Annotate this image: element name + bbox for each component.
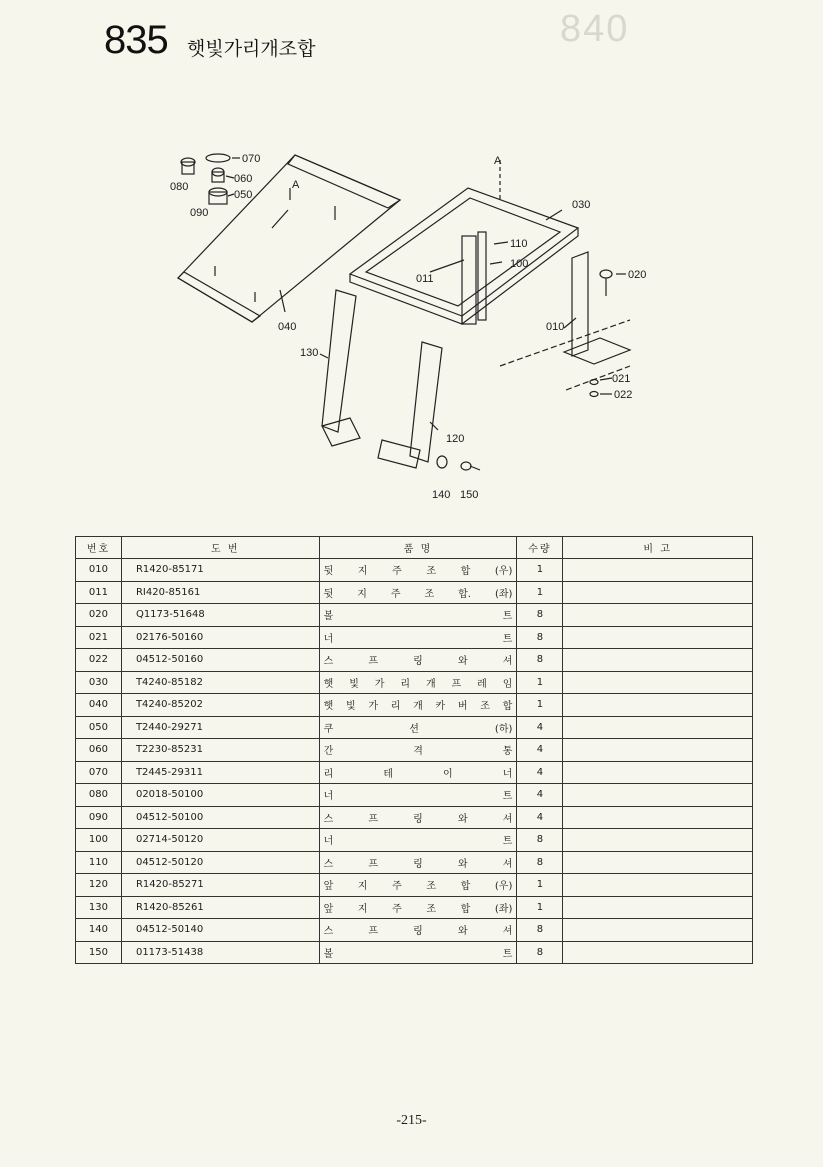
remarks-cell — [563, 829, 753, 852]
part-name-char: 와 — [457, 813, 468, 825]
part-name-char: (좌) — [494, 588, 513, 600]
part-name-cell — [319, 739, 517, 762]
part-name-cell — [319, 761, 517, 784]
part-name-char: 통 — [502, 746, 513, 758]
quantity-cell: 8 — [517, 851, 563, 874]
callout-a-cover: A — [292, 179, 300, 191]
part-name-char: 프 — [368, 926, 379, 938]
part-name-char: 가 — [374, 678, 385, 690]
part-name-char: 와 — [457, 858, 468, 870]
part-name-char: 뒷 — [323, 588, 334, 600]
part-name-char: 프 — [368, 858, 379, 870]
part-code-cell: 04512-50160 — [121, 649, 319, 672]
part-name-char: 볼 — [323, 611, 334, 623]
parts-diagram — [160, 140, 660, 510]
part-name-char: 뒷 — [323, 566, 334, 578]
callout-050: 050 — [234, 189, 253, 201]
part-number-cell: 011 — [76, 581, 122, 604]
part-number-cell: 150 — [76, 941, 122, 964]
part-name-char: (우) — [494, 566, 513, 578]
callout-040: 040 — [278, 321, 297, 333]
callout-060: 060 — [234, 173, 253, 185]
part-name-char: 이 — [443, 768, 453, 780]
remarks-cell — [563, 626, 753, 649]
part-name-cell — [319, 919, 517, 942]
part-code-cell: 02714-50120 — [121, 829, 319, 852]
remarks-cell — [563, 784, 753, 807]
part-name-char: 너 — [323, 633, 334, 645]
table-row — [76, 941, 753, 964]
part-name-char: 스 — [323, 926, 334, 938]
part-name-char: 프 — [368, 813, 379, 825]
callout-021: 021 — [612, 373, 631, 385]
part-name-char: 스 — [323, 813, 334, 825]
part-name-char: 버 — [457, 701, 468, 713]
part-name-char: 스 — [323, 858, 334, 870]
remarks-cell — [563, 896, 753, 919]
quantity-cell: 1 — [517, 694, 563, 717]
part-name-char: 합 — [460, 566, 471, 578]
remarks-cell — [563, 559, 753, 582]
part-name-char: 와 — [457, 926, 468, 938]
part-code-cell: 01173-51438 — [121, 941, 319, 964]
callout-010: 010 — [546, 321, 565, 333]
part-name-char: 트 — [502, 611, 513, 623]
part-name-char: 조 — [426, 566, 437, 578]
part-code-cell: RI420-85161 — [121, 581, 319, 604]
part-name-char: 합 — [460, 903, 471, 915]
table-row — [76, 716, 753, 739]
part-name-cell — [319, 829, 517, 852]
part-code-cell: T2230-85231 — [121, 739, 319, 762]
callout-030: 030 — [572, 199, 591, 211]
remarks-cell — [563, 649, 753, 672]
remarks-cell — [563, 761, 753, 784]
callout-070: 070 — [242, 153, 261, 165]
table-row — [76, 851, 753, 874]
part-name-char: (좌) — [494, 903, 513, 915]
callout-011: 011 — [416, 273, 434, 285]
part-name-char: 링 — [413, 813, 423, 825]
part-name-cell — [319, 896, 517, 919]
part-name-char: 지 — [357, 903, 368, 915]
table-row — [76, 671, 753, 694]
part-name-char: 쿠 — [323, 723, 334, 735]
part-name-char: 리 — [400, 678, 411, 690]
ghost-page-number: 840 — [560, 8, 630, 50]
part-number-cell: 070 — [76, 761, 122, 784]
part-number-cell: 040 — [76, 694, 122, 717]
part-name-char: (우) — [494, 881, 513, 893]
table-row — [76, 919, 753, 942]
quantity-cell: 8 — [517, 649, 563, 672]
callout-022: 022 — [614, 389, 633, 401]
part-number-cell: 021 — [76, 626, 122, 649]
part-code-cell: Q1173-51648 — [121, 604, 319, 627]
callout-020: 020 — [628, 269, 647, 281]
part-code-cell: 04512-50100 — [121, 806, 319, 829]
callout-100: 100 — [510, 258, 529, 270]
part-name-char: 링 — [413, 858, 423, 870]
part-name-char: 트 — [502, 836, 513, 848]
part-name-char: 빛 — [349, 678, 359, 690]
part-name-char: 셔 — [502, 813, 513, 825]
quantity-cell: 1 — [517, 559, 563, 582]
part-name-char: 너 — [323, 836, 334, 848]
part-name-char: 링 — [413, 926, 423, 938]
quantity-cell: 1 — [517, 581, 563, 604]
part-number-cell: 020 — [76, 604, 122, 627]
part-name-char: 개 — [425, 678, 436, 690]
remarks-cell — [563, 851, 753, 874]
table-row — [76, 761, 753, 784]
part-name-cell — [319, 874, 517, 897]
part-name-char: 임 — [502, 678, 513, 690]
part-name-char: 간 — [323, 746, 334, 758]
part-name-char: 링 — [413, 656, 423, 668]
part-name-char: 너 — [323, 791, 334, 803]
part-name-char: 셔 — [502, 858, 513, 870]
part-number-cell: 120 — [76, 874, 122, 897]
callout-090: 090 — [190, 207, 209, 219]
part-name-char: 격 — [413, 746, 423, 758]
part-code-cell: T4240-85202 — [121, 694, 319, 717]
part-name-char: 프 — [368, 656, 379, 668]
part-name-char: 조 — [426, 881, 437, 893]
part-name-char: 트 — [502, 633, 513, 645]
part-number-cell: 100 — [76, 829, 122, 852]
part-name-cell — [319, 649, 517, 672]
callout-150: 150 — [460, 489, 479, 501]
part-name-char: 트 — [502, 948, 513, 960]
part-code-cell: 04512-50140 — [121, 919, 319, 942]
quantity-cell: 4 — [517, 739, 563, 762]
part-name-char: 합. — [458, 588, 471, 600]
remarks-cell — [563, 604, 753, 627]
part-name-char: 셔 — [502, 926, 513, 938]
table-row — [76, 649, 753, 672]
table-row — [76, 829, 753, 852]
part-name-char: 햇 — [323, 678, 334, 690]
part-name-cell — [319, 671, 517, 694]
part-name-cell — [319, 559, 517, 582]
part-number-cell: 110 — [76, 851, 122, 874]
quantity-cell: 4 — [517, 806, 563, 829]
part-name-char: 가 — [368, 701, 379, 713]
part-number-cell: 140 — [76, 919, 122, 942]
remarks-cell — [563, 739, 753, 762]
part-name-cell — [319, 716, 517, 739]
part-number-cell: 130 — [76, 896, 122, 919]
table-row — [76, 806, 753, 829]
part-name-char: 햇 — [323, 701, 334, 713]
part-number-cell: 090 — [76, 806, 122, 829]
part-name-char: 지 — [357, 588, 367, 600]
quantity-cell: 8 — [517, 919, 563, 942]
header-number: 번호 — [76, 537, 122, 559]
part-name-char: 지 — [357, 881, 368, 893]
table-row — [76, 784, 753, 807]
part-number-cell: 060 — [76, 739, 122, 762]
part-name-char: 개 — [413, 701, 423, 713]
part-name-char: 레 — [477, 678, 487, 690]
part-name-char: 합 — [502, 701, 513, 713]
part-name-char: 프 — [451, 678, 462, 690]
part-name-cell — [319, 784, 517, 807]
remarks-cell — [563, 671, 753, 694]
part-name-cell — [319, 851, 517, 874]
quantity-cell: 8 — [517, 829, 563, 852]
quantity-cell: 8 — [517, 626, 563, 649]
quantity-cell: 4 — [517, 716, 563, 739]
remarks-cell — [563, 716, 753, 739]
part-name-char: 셔 — [502, 656, 513, 668]
quantity-cell: 1 — [517, 896, 563, 919]
part-code-cell: T2445-29311 — [121, 761, 319, 784]
cover-panel — [178, 155, 400, 322]
part-name-char: 와 — [457, 656, 468, 668]
callout-120: 120 — [446, 433, 465, 445]
part-code-cell: 02018-50100 — [121, 784, 319, 807]
table-row — [76, 604, 753, 627]
part-code-cell: R1420-85171 — [121, 559, 319, 582]
remarks-cell — [563, 581, 753, 604]
part-name-cell — [319, 941, 517, 964]
remarks-cell — [563, 874, 753, 897]
header-quantity: 수량 — [517, 537, 563, 559]
remarks-cell — [563, 806, 753, 829]
table-row — [76, 874, 753, 897]
part-code-cell: 02176-50160 — [121, 626, 319, 649]
table-row — [76, 559, 753, 582]
part-name-char: (하) — [494, 723, 513, 735]
table-row — [76, 626, 753, 649]
parts-table — [75, 536, 753, 964]
page-footer-number: -215- — [396, 1113, 427, 1128]
part-name-char: 주 — [392, 566, 402, 578]
part-number-cell: 010 — [76, 559, 122, 582]
part-name-char: 션 — [409, 723, 419, 735]
table-row — [76, 739, 753, 762]
part-number-cell: 080 — [76, 784, 122, 807]
quantity-cell: 1 — [517, 874, 563, 897]
header-remarks: 비 고 — [563, 537, 753, 559]
part-name-char: 빛 — [346, 701, 356, 713]
remarks-cell — [563, 919, 753, 942]
part-name-char: 주 — [392, 881, 402, 893]
part-name-char: 볼 — [323, 948, 334, 960]
callout-130: 130 — [300, 347, 319, 359]
part-number-cell: 030 — [76, 671, 122, 694]
callout-a-frame: A — [494, 155, 502, 167]
callout-140: 140 — [432, 489, 451, 501]
quantity-cell: 1 — [517, 671, 563, 694]
part-name-char: 앞 — [323, 881, 334, 893]
part-code-cell: T2440-29271 — [121, 716, 319, 739]
header-part-code: 도 번 — [121, 537, 319, 559]
part-code-cell: R1420-85261 — [121, 896, 319, 919]
section-number: 835 — [104, 18, 168, 62]
part-name-cell — [319, 581, 517, 604]
quantity-cell: 8 — [517, 941, 563, 964]
part-name-char: 조 — [426, 903, 437, 915]
part-name-char: 카 — [435, 701, 446, 713]
part-name-cell — [319, 604, 517, 627]
part-name-char: 주 — [392, 903, 402, 915]
part-name-cell — [319, 806, 517, 829]
part-name-char: 조 — [424, 588, 435, 600]
part-name-char: 리 — [323, 768, 334, 780]
quantity-cell: 4 — [517, 784, 563, 807]
table-row — [76, 694, 753, 717]
part-code-cell: 04512-50120 — [121, 851, 319, 874]
quantity-cell: 8 — [517, 604, 563, 627]
part-code-cell: R1420-85271 — [121, 874, 319, 897]
remarks-cell — [563, 694, 753, 717]
part-name-char: 스 — [323, 656, 334, 668]
part-name-char: 합 — [460, 881, 471, 893]
part-name-char: 주 — [390, 588, 401, 600]
part-name-cell — [319, 626, 517, 649]
part-name-char: 조 — [480, 701, 490, 713]
part-name-char: 리 — [390, 701, 401, 713]
part-number-cell: 050 — [76, 716, 122, 739]
page-title: 햇빛가리개조합 — [187, 38, 316, 60]
table-header-row — [76, 537, 753, 559]
part-name-char: 너 — [502, 768, 513, 780]
callout-080: 080 — [170, 181, 189, 193]
part-name-char: 앞 — [323, 903, 334, 915]
table-row — [76, 896, 753, 919]
quantity-cell: 4 — [517, 761, 563, 784]
remarks-cell — [563, 941, 753, 964]
part-number-cell: 022 — [76, 649, 122, 672]
part-name-char: 지 — [357, 566, 368, 578]
callout-110: 110 — [510, 238, 528, 250]
part-name-char: 트 — [502, 791, 513, 803]
table-row — [76, 581, 753, 604]
part-name-char: 테 — [383, 768, 393, 780]
header-part-name: 품 명 — [319, 537, 517, 559]
part-name-cell — [319, 694, 517, 717]
part-code-cell: T4240-85182 — [121, 671, 319, 694]
